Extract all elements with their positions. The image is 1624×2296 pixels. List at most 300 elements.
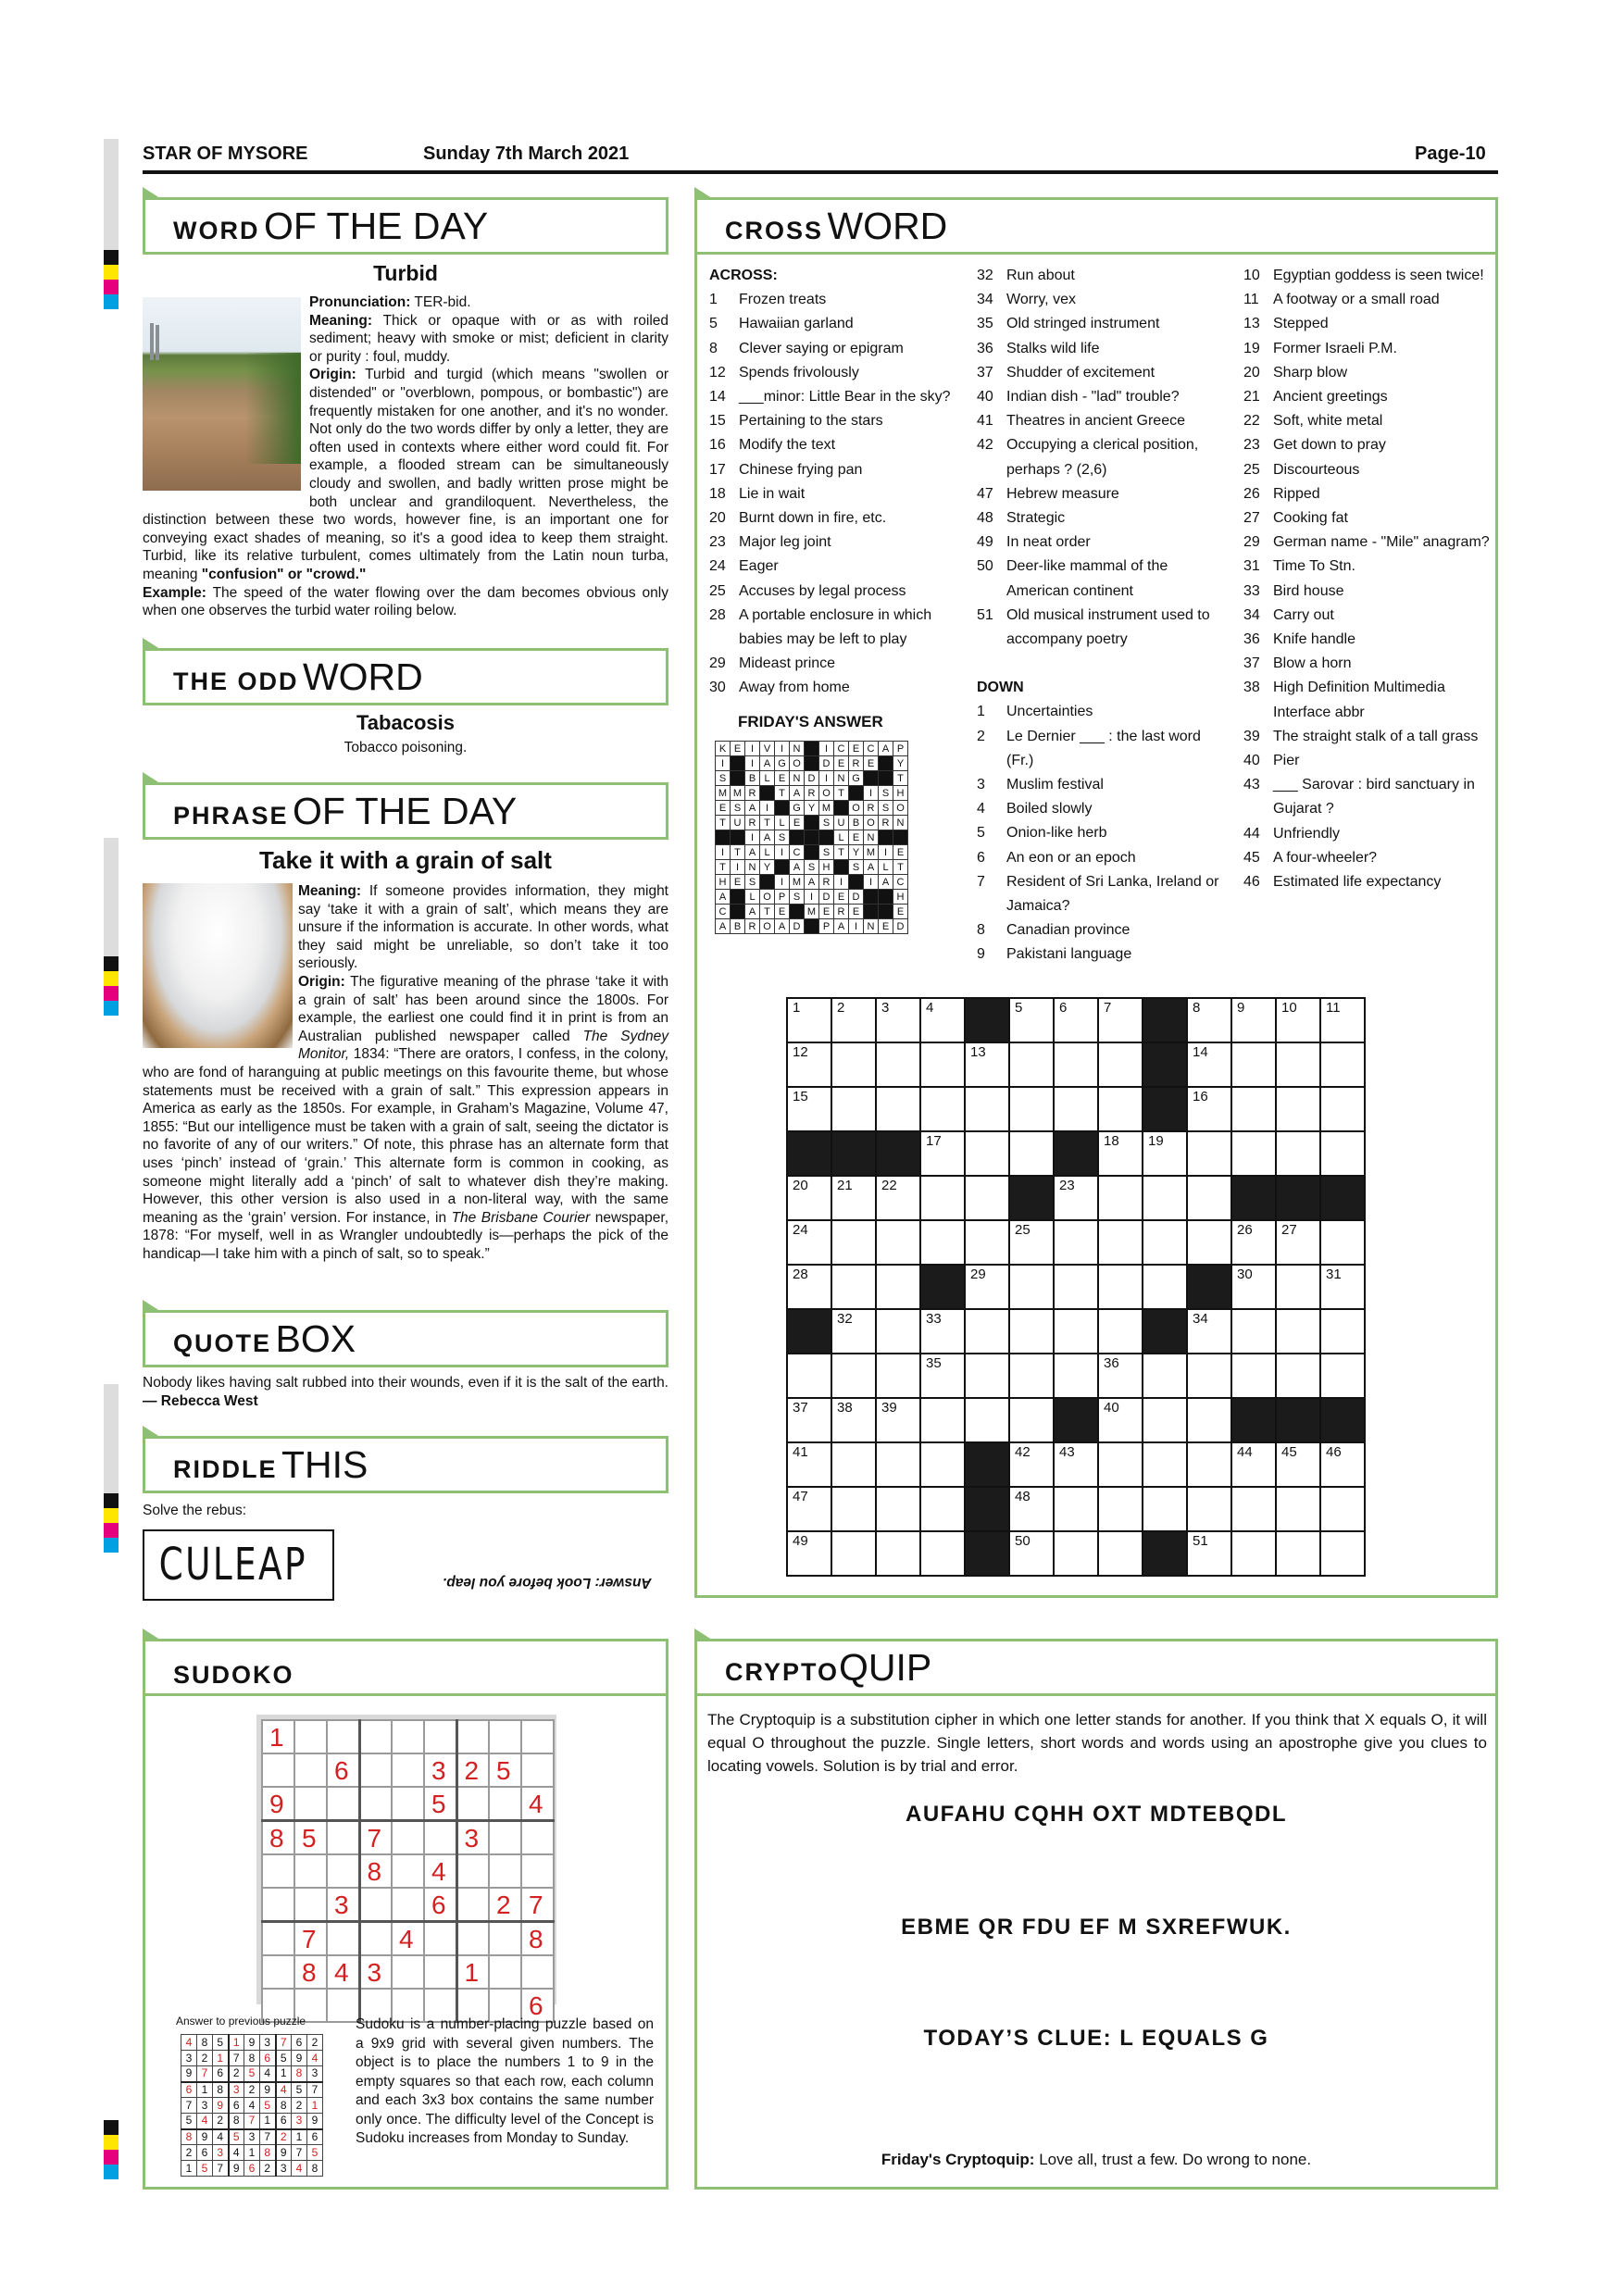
sudoku-cell[interactable] — [359, 1753, 392, 1787]
clue-number: 34 — [1243, 606, 1260, 623]
clue-number: 37 — [977, 364, 993, 381]
origin-part-b: 1834: “There are orators, I confess, in the colony, who are fond of haranguing at public meetings on this favourite theme, but whose statements must be received with a grain of salt.” This expression appears in America as early as the 1850s. For example, in Graham’s Magazine, Volume 47, 1855: “But our intelligence must be taken with a grain of salt, seeing the dictator is no favorite of any of our writers.” Of note, this phrase has an alternate form that uses ‘pinch’ instead of ‘grain.’ This alternate form is common in cooking, as someone might literally add a ‘pinch’ of salt to whatever dish they’re making. However, this other version is also used in a non-literal way, with the same meaning as the ‘grain’ version. For instance, in — [143, 1046, 668, 1226]
cell-number: 44 — [1237, 1444, 1253, 1460]
sudoku-cell[interactable] — [262, 1955, 294, 1989]
answer-digit: 5 — [197, 2161, 213, 2177]
sudoku-cell[interactable]: 4 — [424, 1854, 456, 1888]
answer-letter: A — [745, 801, 760, 816]
clue-number: 19 — [1243, 340, 1260, 356]
clue-text: Muslim festival — [1006, 777, 1104, 793]
answer-letter: L — [760, 845, 775, 860]
clue-text: Discourteous — [1273, 461, 1360, 478]
cell-number: 15 — [793, 1089, 808, 1104]
answer-letter: E — [716, 801, 731, 816]
sudoku-cell[interactable] — [521, 1720, 554, 1753]
clue-text: Stalks wild life — [1006, 340, 1100, 356]
clue-text: Away from home — [739, 680, 850, 696]
clue-number: 45 — [1243, 849, 1260, 866]
sudoku-cell[interactable] — [489, 1922, 521, 1956]
sudoku-cell[interactable] — [262, 1888, 294, 1922]
answer-letter: I — [716, 756, 731, 771]
label-origin: Origin: — [298, 973, 345, 990]
sudoku-cell[interactable]: 8 — [294, 1955, 327, 1989]
answer-letter: C — [834, 742, 849, 756]
clue-text: Hawaiian garland — [739, 316, 854, 332]
origin-part-a: The figurative meaning of the phrase ‘take it with a grain of salt’ has been around since the 1800s. For example, the earliest one could find it in print is from an Australian published newspaper called — [298, 973, 669, 1044]
cell-number: 12 — [793, 1044, 808, 1060]
sudoku-cell[interactable]: 2 — [489, 1888, 521, 1922]
answer-letter: N — [790, 771, 805, 786]
sudoku-cell[interactable] — [424, 1720, 456, 1753]
clue-text: Resident of Sri Lanka, Ireland or Jamaica? — [1006, 873, 1219, 915]
answer-letter: L — [760, 771, 775, 786]
sudoku-cell[interactable] — [327, 1989, 359, 2022]
sudoku-cell[interactable] — [392, 1787, 424, 1821]
sudoku-cell[interactable] — [456, 1854, 489, 1888]
clue-number: 34 — [977, 292, 993, 308]
sudoku-cell[interactable] — [327, 1720, 359, 1753]
sudoku-cell[interactable] — [456, 1922, 489, 1956]
clue-number: 3 — [977, 777, 985, 793]
answer-letter: A — [879, 742, 893, 756]
riddle-prompt: Solve the rebus: — [143, 1503, 247, 1518]
cell-number: 5 — [1015, 1000, 1023, 1016]
sudoku-cell[interactable]: 4 — [392, 1922, 424, 1956]
label-example: Example: — [143, 584, 206, 601]
sudoku-cell[interactable]: 3 — [424, 1753, 456, 1787]
answer-digit: 3 — [213, 2145, 229, 2161]
clue-number: 47 — [977, 485, 993, 502]
clue-text: Theatres in ancient Greece — [1006, 413, 1185, 430]
answer-letter: A — [716, 919, 731, 934]
sudoku-cell[interactable] — [294, 1787, 327, 1821]
answer-letter: H — [893, 786, 908, 801]
clue-text: High Definition Multimedia Interface abbr — [1273, 680, 1445, 720]
answer-digit: 7 — [229, 2051, 244, 2066]
answer-letter: B — [849, 816, 864, 830]
sudoku-cell[interactable]: 3 — [456, 1821, 489, 1855]
answer-letter: A — [805, 875, 819, 890]
sudoku-cell[interactable]: 7 — [294, 1922, 327, 1956]
answer-letter: S — [849, 860, 864, 875]
sudoku-cell[interactable] — [392, 1888, 424, 1922]
cell-number: 40 — [1104, 1400, 1119, 1416]
clue-text: Ripped — [1273, 485, 1320, 502]
answer-digit: 7 — [213, 2161, 229, 2177]
sudoku-cell[interactable]: 7 — [359, 1821, 392, 1855]
cell-number: 34 — [1193, 1311, 1208, 1327]
answer-digit: 6 — [229, 2098, 244, 2114]
clue-text: Pier — [1273, 753, 1300, 769]
answer-letter: T — [834, 786, 849, 801]
answer-digit: 2 — [229, 2066, 244, 2082]
answer-digit: 3 — [260, 2035, 276, 2051]
sudoku-cell[interactable] — [521, 1854, 554, 1888]
clue-number: 41 — [977, 413, 993, 430]
answer-letter: H — [893, 890, 908, 905]
clue-text: Soft, white metal — [1273, 413, 1383, 430]
answer-digit: 6 — [260, 2051, 276, 2066]
answer-letter: N — [864, 830, 879, 845]
cell-number: 48 — [1015, 1489, 1031, 1504]
sudoku-cell[interactable] — [521, 1821, 554, 1855]
sudoku-cell[interactable] — [392, 1955, 424, 1989]
answer-letter: C — [716, 905, 731, 919]
clue-number: 14 — [709, 389, 726, 406]
answer-digit: 8 — [244, 2051, 260, 2066]
cell-number: 20 — [793, 1178, 808, 1193]
cell-number: 41 — [793, 1444, 808, 1460]
answer-letter: C — [864, 742, 879, 756]
sudoku-cell[interactable]: 7 — [521, 1888, 554, 1922]
answer-digit: 9 — [229, 2161, 244, 2177]
sudoku-cell[interactable]: 3 — [359, 1955, 392, 1989]
clue-text: Blow a horn — [1273, 655, 1352, 672]
sudoku-cell[interactable] — [424, 1821, 456, 1855]
answer-letter: M — [790, 875, 805, 890]
sudoku-cell[interactable]: 5 — [424, 1787, 456, 1821]
answer-digit: 9 — [260, 2082, 276, 2098]
sudoku-cell[interactable] — [327, 1821, 359, 1855]
sudoku-cell[interactable]: 4 — [327, 1955, 359, 1989]
clue-number: 8 — [709, 340, 718, 356]
clue-number: 44 — [1243, 825, 1260, 842]
answer-letter: E — [775, 771, 790, 786]
sudoku-cell[interactable] — [456, 1888, 489, 1922]
clue-number: 37 — [1243, 655, 1260, 672]
answer-letter: E — [731, 875, 745, 890]
clue-text: Lie in wait — [739, 485, 806, 502]
clue-number: 6 — [977, 849, 985, 866]
clue-number: 40 — [1243, 753, 1260, 769]
origin-part-c: newspaper, 1878: “For myself, well in as Wrangler undoubtedly is—perhaps the pick of the handicap—I take him with a pinch of salt, so to speak.” — [143, 1209, 668, 1262]
cell-number: 24 — [793, 1222, 808, 1238]
clue-number: 20 — [1243, 364, 1260, 381]
answer-letter: L — [879, 860, 893, 875]
cell-number: 43 — [1059, 1444, 1075, 1460]
sudoku-cell[interactable]: 5 — [489, 1753, 521, 1787]
section-title-small: THE ODD — [173, 668, 299, 695]
clue-text: Onion-like herb — [1006, 825, 1107, 842]
clue-text: Unfriendly — [1273, 825, 1341, 842]
answer-letter: G — [790, 801, 805, 816]
meaning: Thick or opaque with or as with roiled sediment; heavy with smoke or mist; deficient in clarity or purity : foul, muddy. — [309, 312, 669, 365]
sudoku-cell[interactable] — [392, 1821, 424, 1855]
answer-letter: I — [731, 860, 745, 875]
clue-number: 5 — [977, 825, 985, 842]
sudoku-cell[interactable] — [456, 1787, 489, 1821]
odd-word: Tabacosis — [356, 711, 455, 734]
clue-number: 51 — [977, 606, 993, 623]
clue-number: 50 — [977, 558, 993, 575]
cipher-line-1: AUFAHU CQHH OXT MDTEBQDL — [906, 1802, 1287, 1827]
answer-letter: I — [849, 919, 864, 934]
section-title-large: OF THE DAY — [263, 205, 489, 247]
section-title-large: WORD — [302, 655, 423, 698]
answer-digit: 8 — [197, 2035, 213, 2051]
answer-digit: 1 — [213, 2051, 229, 2066]
answer-letter: E — [790, 816, 805, 830]
answer-digit: 7 — [197, 2066, 213, 2082]
corner-flag-icon — [143, 1426, 163, 1439]
clue-text: Deer-like mammal of the American continent — [1006, 558, 1168, 599]
sudoku-cell[interactable]: 6 — [327, 1753, 359, 1787]
corner-flag-icon — [143, 187, 163, 200]
answer-letter: E — [834, 890, 849, 905]
cell-number: 4 — [926, 1000, 934, 1016]
answer-digit: 3 — [276, 2161, 292, 2177]
registration-bar-bottom — [104, 2120, 119, 2185]
sudoku-cell[interactable] — [359, 1888, 392, 1922]
answer-letter: T — [760, 905, 775, 919]
answer-digit: 2 — [197, 2051, 213, 2066]
clue-number: 36 — [977, 340, 993, 356]
sudoku-cell[interactable]: 6 — [424, 1888, 456, 1922]
sudoku-cell[interactable]: 6 — [521, 1989, 554, 2022]
cipher-clue: TODAY’S CLUE: L EQUALS G — [923, 2026, 1269, 2051]
answer-letter: E — [849, 830, 864, 845]
answer-letter: M — [864, 845, 879, 860]
clue-text: Le Dernier ___ : the last word (Fr.) — [1006, 728, 1201, 768]
clue-text: Hebrew measure — [1006, 485, 1119, 502]
clue-number: 16 — [709, 437, 726, 454]
answer-letter: Y — [805, 801, 819, 816]
sudoku-cell[interactable]: 8 — [359, 1854, 392, 1888]
sudoku-cell[interactable] — [489, 1720, 521, 1753]
clue-number: 24 — [709, 558, 726, 575]
sudoku-cell[interactable] — [424, 1955, 456, 1989]
sudoku-cell[interactable] — [489, 1787, 521, 1821]
sudoku-cell[interactable] — [392, 1854, 424, 1888]
clue-number: 25 — [709, 582, 726, 599]
answer-letter: R — [834, 905, 849, 919]
cell-number: 42 — [1015, 1444, 1031, 1460]
sudoku-cell[interactable]: 9 — [262, 1787, 294, 1821]
sudoku-cell[interactable]: 4 — [521, 1787, 554, 1821]
sudoku-cell[interactable] — [521, 1753, 554, 1787]
clue-text: Old stringed instrument — [1006, 316, 1160, 332]
answer-digit: 5 — [276, 2051, 292, 2066]
answer-digit: 7 — [307, 2082, 323, 2098]
answer-letter: M — [819, 801, 834, 816]
answer-letter: P — [775, 890, 790, 905]
answer-digit: 9 — [292, 2051, 307, 2066]
sudoku-cell[interactable] — [392, 1753, 424, 1787]
answer-letter: R — [819, 875, 834, 890]
sudoku-cell[interactable] — [327, 1854, 359, 1888]
sudoku-cell[interactable]: 1 — [262, 1720, 294, 1753]
sudoku-cell[interactable] — [262, 1922, 294, 1956]
clue-text: Pertaining to the stars — [739, 413, 883, 430]
answer-digit: 4 — [276, 2082, 292, 2098]
sudoku-cell[interactable] — [359, 1922, 392, 1956]
clue-text: Run about — [1006, 268, 1075, 283]
sudoku-cell[interactable]: 8 — [521, 1922, 554, 1956]
answer-letter: I — [760, 801, 775, 816]
corner-flag-icon — [143, 772, 163, 785]
answer-letter: I — [834, 875, 849, 890]
origin: Turbid and turgid (which means "swollen or distended" or "overblown, pompous, or bombastic") are frequently mistaken for one another, and it's no wonder. Not only do the two words differ by only a letter, they are often used in contexts where either word could fit. For example, a flooded stream can be simultaneously cloudy and swollen, and badly written prose might be both unclear and grandiloquent. Nevertheless, the distinction between these two words, however fine, is an important one for conveying exact shades of meaning, so it's a good idea to keep them straight. Turbid, like its relative turbulent, comes ultimately from the Latin noun turba, meaning — [143, 367, 669, 582]
answer-letter: A — [790, 786, 805, 801]
answer-digit: 8 — [213, 2082, 229, 2098]
answer-letter: T — [760, 816, 775, 830]
sudoku-cell[interactable] — [262, 1854, 294, 1888]
answer-letter: U — [834, 816, 849, 830]
clue-text: Indian dish - "lad" trouble? — [1006, 389, 1180, 406]
section-title-small: PHRASE — [173, 802, 289, 830]
clue-text: Egyptian goddess is seen twice! — [1273, 268, 1484, 283]
clue-text: A four-wheeler? — [1273, 849, 1378, 866]
registration-bar-low — [104, 1384, 119, 1560]
quote-body — [143, 1374, 668, 1410]
sudoku-cell[interactable] — [489, 1821, 521, 1855]
clue-text: Bird house — [1273, 582, 1344, 599]
sudoku-cell[interactable] — [424, 1922, 456, 1956]
section-title-small: CRYPTO — [725, 1658, 840, 1686]
cell-number: 28 — [793, 1267, 808, 1282]
answer-letter: I — [745, 830, 760, 845]
clue-text: Worry, vex — [1006, 292, 1076, 308]
label-meaning: Meaning: — [298, 883, 362, 899]
sudoku-cell[interactable] — [294, 1753, 327, 1787]
answer-letter: A — [745, 845, 760, 860]
answer-digit: 9 — [181, 2066, 197, 2082]
answer-digit: 1 — [260, 2114, 276, 2129]
answer-digit: 6 — [197, 2145, 213, 2161]
answer-digit: 7 — [276, 2035, 292, 2051]
clue-number: 30 — [709, 680, 726, 696]
section-title-large: QUIP — [839, 1646, 932, 1689]
clue-number: 29 — [709, 655, 726, 672]
friday-answer-label: FRIDAY'S ANSWER — [738, 713, 883, 730]
cell-number: 39 — [881, 1400, 897, 1416]
sudoku-cell[interactable] — [294, 1854, 327, 1888]
clue-text: Stepped — [1273, 316, 1329, 332]
cell-number: 35 — [926, 1355, 942, 1371]
sudoku-cell[interactable]: 1 — [456, 1955, 489, 1989]
answer-digit: 3 — [181, 2051, 197, 2066]
answer-letter: E — [819, 905, 834, 919]
clue-text: Mideast prince — [739, 655, 836, 672]
clue-number: 4 — [977, 801, 985, 817]
answer-digit: 2 — [244, 2082, 260, 2098]
answer-digit: 5 — [260, 2098, 276, 2114]
clue-text: An eon or an epoch — [1006, 849, 1136, 866]
answer-letter: R — [864, 801, 879, 816]
clue-number: 39 — [1243, 728, 1260, 744]
sudoku-cell[interactable] — [262, 1753, 294, 1787]
answer-letter: E — [879, 919, 893, 934]
answer-digit: 4 — [229, 2145, 244, 2161]
cell-number: 27 — [1281, 1222, 1297, 1238]
answer-letter: E — [893, 905, 908, 919]
answer-letter: I — [775, 875, 790, 890]
answer-letter: I — [864, 875, 879, 890]
cell-number: 3 — [881, 1000, 890, 1016]
clue-number: 7 — [977, 873, 985, 890]
sudoku-cell[interactable]: 8 — [262, 1821, 294, 1855]
answer-digit: 1 — [276, 2066, 292, 2082]
answer-letter: S — [879, 786, 893, 801]
answer-letter: I — [745, 756, 760, 771]
answer-digit: 6 — [244, 2161, 260, 2177]
cell-number: 29 — [970, 1267, 986, 1282]
clue-number: 26 — [1243, 485, 1260, 502]
answer-letter: L — [775, 816, 790, 830]
clue-number: 17 — [709, 461, 726, 478]
answer-letter: D — [819, 756, 834, 771]
sudoku-cell[interactable] — [327, 1922, 359, 1956]
answer-digit: 5 — [213, 2035, 229, 2051]
sudoku-cell[interactable] — [521, 1955, 554, 1989]
sudoku-cell[interactable]: 5 — [294, 1821, 327, 1855]
answer-letter: A — [760, 830, 775, 845]
sudoku-cell[interactable] — [294, 1720, 327, 1753]
answer-letter: T — [731, 845, 745, 860]
answer-letter: Y — [760, 860, 775, 875]
answer-digit: 5 — [244, 2066, 260, 2082]
sudoku-cell[interactable] — [359, 1720, 392, 1753]
clue-text: Occupying a clerical position, perhaps ? (2,6) — [1006, 437, 1199, 478]
clue-number: 21 — [1243, 389, 1260, 406]
clue-text: Accuses by legal process — [739, 582, 906, 599]
sudoku-cell[interactable] — [489, 1955, 521, 1989]
word-of-day-word: Turbid — [373, 261, 438, 285]
answer-letter: R — [745, 816, 760, 830]
answer-letter: O — [819, 786, 834, 801]
sudoku-cell[interactable] — [489, 1854, 521, 1888]
corner-flag-icon — [143, 1628, 163, 1641]
clue-number: 46 — [1243, 874, 1260, 891]
sudoku-cell[interactable] — [327, 1787, 359, 1821]
answer-digit: 6 — [213, 2066, 229, 2082]
sudoku-cell[interactable] — [294, 1888, 327, 1922]
cell-number: 37 — [793, 1400, 808, 1416]
answer-digit: 9 — [197, 2129, 213, 2145]
answer-letter: C — [790, 845, 805, 860]
sudoku-cell[interactable] — [359, 1787, 392, 1821]
answer-letter: T — [716, 860, 731, 875]
clue-text: Former Israeli P.M. — [1273, 340, 1397, 356]
cell-number: 14 — [1193, 1044, 1208, 1060]
cell-number: 22 — [881, 1178, 897, 1193]
answer-digit: 1 — [244, 2145, 260, 2161]
sudoku-cell[interactable]: 3 — [327, 1888, 359, 1922]
answer-letter: T — [775, 786, 790, 801]
cell-number: 33 — [926, 1311, 942, 1327]
answer-letter: N — [834, 771, 849, 786]
answer-letter: S — [745, 875, 760, 890]
cell-number: 9 — [1237, 1000, 1245, 1016]
answer-letter: I — [775, 845, 790, 860]
odd-word-definition: Tobacco poisoning. — [344, 740, 468, 755]
cell-number: 51 — [1193, 1533, 1208, 1549]
sudoku-cell[interactable] — [456, 1720, 489, 1753]
answer-letter: S — [775, 830, 790, 845]
answer-digit: 8 — [276, 2098, 292, 2114]
answer-letter: T — [716, 816, 731, 830]
answer-letter: G — [775, 756, 790, 771]
cell-number: 11 — [1326, 1000, 1341, 1016]
section-title-small: SUDOKO — [173, 1661, 294, 1689]
answer-letter: E — [893, 845, 908, 860]
sudoku-cell[interactable]: 2 — [456, 1753, 489, 1787]
sudoku-cell[interactable] — [392, 1720, 424, 1753]
clue-number: 25 — [1243, 461, 1260, 478]
sudoku-answer-label: Answer to previous puzzle — [176, 2015, 306, 2028]
rebus-box — [143, 1529, 334, 1601]
cipher-line-2: EBME QR FDU EF M SXREFWUK. — [901, 1915, 1292, 1940]
